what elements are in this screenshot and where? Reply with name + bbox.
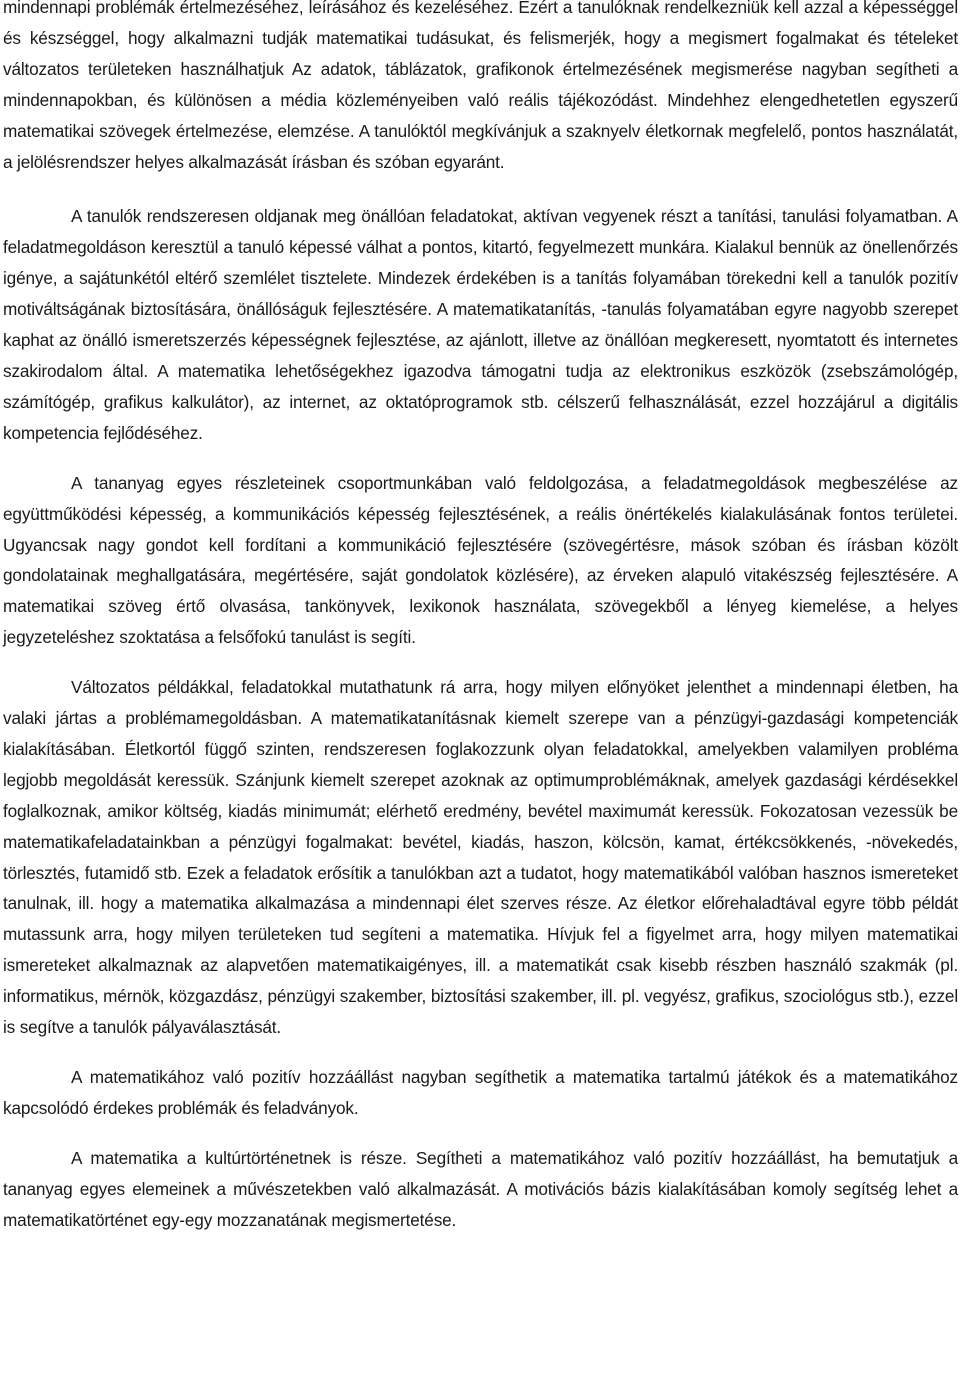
paragraph-1: mindennapi problémák értelmezéséhez, leírásához és kezeléséhez. Ezért a tanulóknak rendelkezniük kell azzal a képességgel és készséggel, hogy alkalmazni tudják matematikai tudásukat, és felismerjék, hogy a megismert fogalmakat és tételeket változatos területeken használhatjuk Az adatok, táblázatok, grafikonok értelmezésének megismerése nagyban segítheti a mindennapokban, és különösen a média közleményeiben való reális tájékozódást. Mindehhez elengedhetetlen egyszerű matematikai szövegek értelmezése, elemzése. A tanulóktól megkívánjuk a szaknyelv életkornak megfelelő, pontos használatát, a jelölésrendszer helyes alkalmazását írásban és szóban egyaránt. [3,0,958,172]
paragraph-5: A matematikához való pozitív hozzáállást nagyban segíthetik a matematika tartalmú játékok és a matematikához kapcsolódó érdekes problémák és feladványok. [3,1067,958,1118]
document-page [3,0,958,1236]
paragraph-4: Változatos példákkal, feladatokkal mutathatunk rá arra, hogy milyen előnyöket jelenthet a mindennapi életben, ha valaki jártas a problémamegoldásban. A matematikatanításnak kiemelt szerepe van a pénzügyi-gazdasági kompetenciák kialakításában. Életkortól függő szinten, rendszeresen foglakozzunk olyan feladatokkal, amelyekben valamilyen probléma legjobb megoldását keressük. Szánjunk kiemelt szerepet azoknak az optimumproblémáknak, amelyek gazdasági kérdésekkel foglalkoznak, amikor költség, kiadás minimumát; elérhető eredmény, bevétel maximumát keressük. Fokozatosan vezessük be matematikafeladatainkban a pénzügyi fogalmakat: bevétel, kiadás, haszon, kölcsön, kamat, értékcsökkenés, -növekedés, törlesztés, futamidő stb. Ezek a feladatok erősítik a tanulókban azt a tudatot, hogy matematikából valóban hasznos ismereteket tanulnak, ill. hogy a matematika alkalmazása a mindennapi élet szerves része. Az életkor előrehaladtával egyre több példát mutassunk arra, hogy milyen területeken tud segíteni a matematika. Hívjuk fel a figyelmet arra, hogy milyen matematikai ismereteket alkalmaznak az alapvetően matematikaigényes, ill. a matematikát csak kisebb részben használó szakmák (pl. informatikus, mérnök, közgazdász, pénzügyi szakember, biztosítási szakember, ill. pl. vegyész, grafikus, szociológus stb.), ezzel is segítve a tanulók pályaválasztását. [3,677,958,1038]
paragraph-6: A matematika a kultúrtörténetnek is része. Segítheti a matematikához való pozitív hozzáállást, ha bemutatjuk a tananyag egyes elemeinek a művészetekben való alkalmazását. A motivációs bázis kialakításában komoly segítség lehet a matematikatörténet egy-egy mozzanatának megismertetése. [3,1147,958,1230]
paragraph-3: A tananyag egyes részleteinek csoportmunkában való feldolgozása, a feladatmegoldások megbeszélése az együttműködési képesség, a kommunikációs képesség fejlesztésének, a reális önértékelés kialakulásának fontos területei. Ugyancsak nagy gondot kell fordítani a kommunikáció fejlesztésére (szövegértésre, mások szóban és írásban közölt gondolatainak meghallgatására, megértésére, saját gondolatok közlésére), az érveken alapuló vitakészség fejlesztésére. A matematikai szöveg értő olvasása, tankönyvek, lexikonok használata, szövegekből a lényeg kiemelése, a helyes jegyzeteléshez szoktatása a felsőfokú tanulást is segíti. [3,472,958,648]
paragraph-2: A tanulók rendszeresen oldjanak meg önállóan feladatokat, aktívan vegyenek részt a tanítási, tanulási folyamatban. A feladatmegoldáson keresztül a tanuló képessé válhat a pontos, kitartó, fegyelmezett munkára. Kialakul bennük az önellenőrzés igénye, a sajátunkétól eltérő szemlélet tisztelete. Mindezek érdekében is a tanítás folyamában törekedni kell a tanulók pozitív motiváltságának biztosítására, önállóságuk fejlesztésére. A matematikatanítás, -tanulás folyamatában egyre nagyobb szerepet kaphat az önálló ismeretszerzés képességnek fejlesztése, az ajánlott, illetve az önállóan megkeresett, nyomtatott és internetes szakirodalom által. A matematika lehetőségekhez igazodva támogatni tudja az elektronikus eszközök (zsebszámológép, számítógép, grafikus kalkulátor), az internet, az oktatóprogramok stb. célszerű felhasználását, ezzel hozzájárul a digitális kompetencia fejlődéséhez. [3,206,958,443]
